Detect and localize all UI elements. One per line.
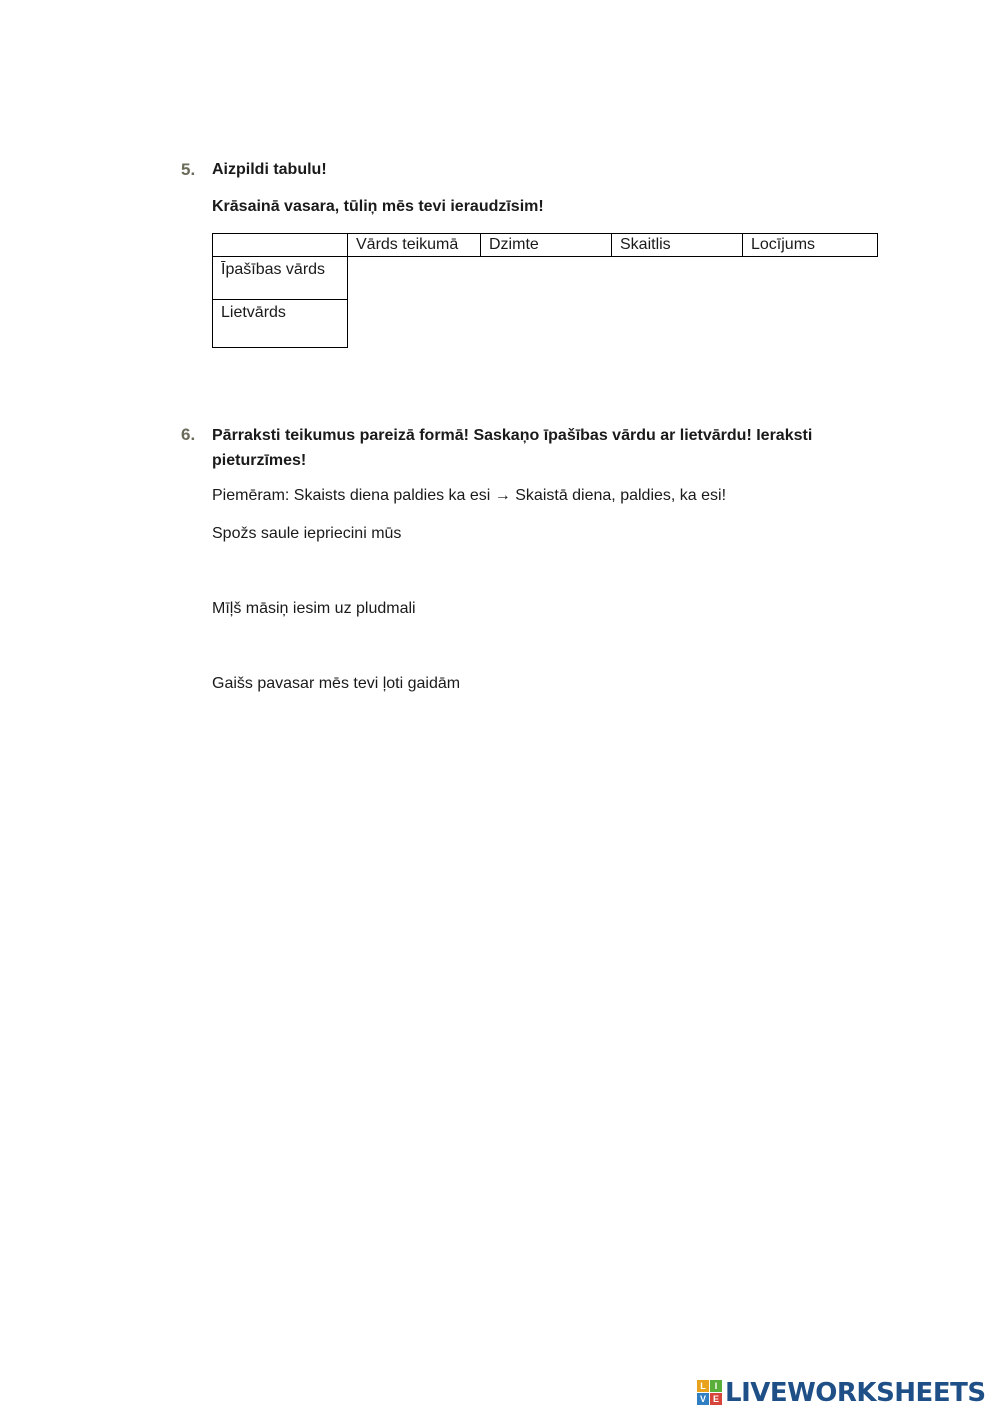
logo-mark-icon: L I V E — [697, 1380, 723, 1406]
grammar-table — [212, 233, 878, 348]
exercise-6-number: 6. — [181, 425, 196, 444]
table-header-number: Skaitlis — [611, 233, 743, 257]
exercise-6-instruction — [212, 423, 852, 473]
table-row-noun: Lietvārds — [212, 299, 348, 348]
exercise-5-sentence: Krāsainā vasara, tūliņ mēs tevi ieraudzīsim! — [212, 198, 544, 215]
sentence-2: Mīļš māsiņ iesim uz pludmali — [212, 600, 416, 617]
table-row-adjective: Īpašības vārds — [212, 256, 348, 300]
logo-text: LIVEWORKSHEETS — [725, 1378, 986, 1408]
table-header-empty — [212, 233, 348, 257]
sentence-3: Gaišs pavasar mēs tevi ļoti gaidām — [212, 675, 461, 692]
table-header-case: Locījums — [742, 233, 878, 257]
table-header-gender: Dzimte — [480, 233, 612, 257]
table-header-word: Vārds teikumā — [347, 233, 481, 257]
exercise-5-number: 5. — [181, 160, 196, 179]
exercise-5-instruction: Aizpildi tabulu! — [212, 161, 327, 178]
sentence-1: Spožs saule iepriecini mūs — [212, 525, 402, 542]
exercise-6-instruction-line-1: Pārraksti teikumus pareizā formā! Saskaņo īpašības vārdu ar lietvārdu! Ieraksti — [212, 427, 813, 444]
exercise-6-example: Piemēram: Skaists diena paldies ka esi → Skaistā diena, paldies, ka esi! — [212, 487, 727, 504]
liveworksheets-logo — [697, 1378, 986, 1408]
exercise-6-instruction-line-2: pieturzīmes! — [212, 452, 307, 469]
